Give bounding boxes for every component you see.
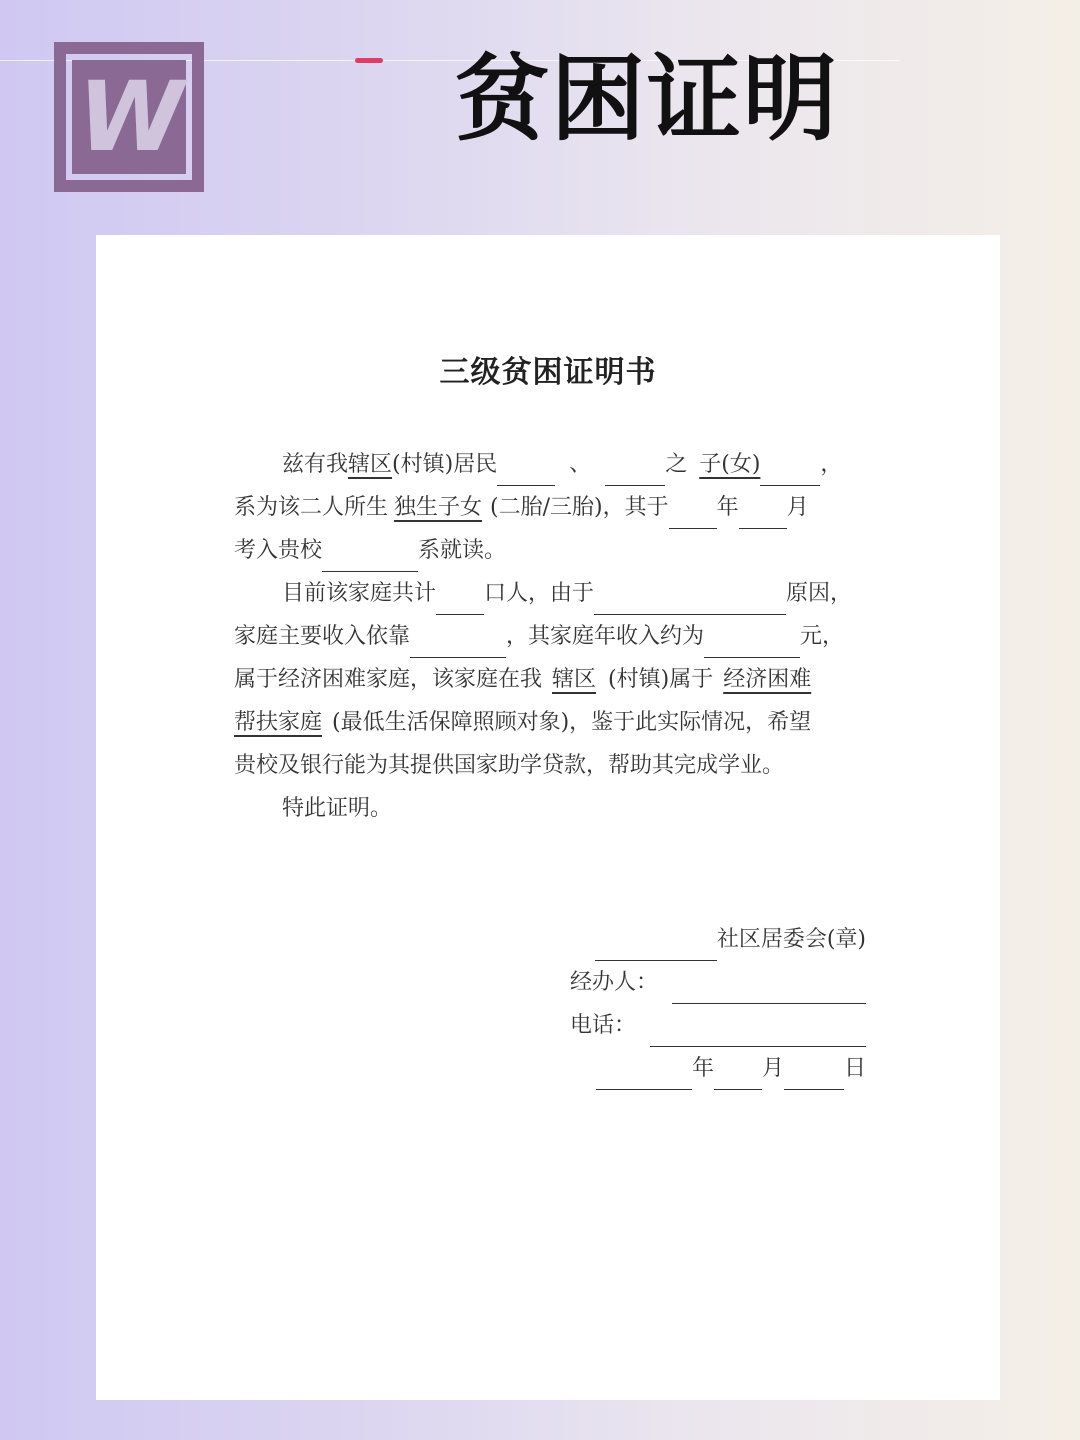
day-field [784,1061,844,1090]
handler-field [672,975,866,1004]
paragraph-2-line-1: 目前该家庭共计 口人，由于 原因， [234,572,864,615]
blank-field [594,586,786,615]
underlined-field: 辖区 [348,452,393,477]
word-logo-icon [54,42,204,192]
blank-field [595,932,717,961]
paragraph-2-line-4: 帮扶家庭 (最低生活保障照顾对象)，鉴于此实际情况，希望 [234,710,812,735]
blank-field [704,629,800,658]
signature-block [570,918,866,1090]
document-page [96,235,1000,1400]
underlined-field: 辖区 [552,667,597,692]
paragraph-1-line-3: 考入贵校 系就读。 [234,529,864,572]
decorative-accent [355,58,383,63]
underlined-field: 独生子女 [394,495,483,520]
phone-field [650,1018,866,1047]
paragraph-1-line-1: 兹有我辖区(村镇)居民 、 之 子(女) ， [234,443,864,486]
paragraph-2-line-3: 属于经济困难家庭，该家庭在我 辖区 (村镇)属于 经济困难 [234,667,812,692]
underlined-field: 经济困难 [723,667,812,692]
blank-field [322,543,418,572]
month-field [714,1061,762,1090]
blank-field [436,586,484,615]
handler-row: 经办人： [570,961,866,1004]
paragraph-2-line-2: 家庭主要收入依靠 ，其家庭年收入约为 元， [234,615,864,658]
document-title: 三级贫困证明书 [439,355,657,390]
logo-letter: W [78,61,180,173]
underlined-field: 子(女) [699,452,761,477]
underlined-field: 帮扶家庭 [234,710,323,735]
blank-field [605,457,665,486]
phone-row: 电话： [570,1004,866,1047]
document-body [234,443,864,830]
date-row: 年 月 日 [570,1047,866,1090]
blank-field [497,457,555,486]
blank-field [760,457,820,486]
blank-field [669,500,717,529]
blank-field [739,500,787,529]
committee-seal-row: 社区居委会(章) [570,918,866,961]
paragraph-3: 特此证明。 [282,796,393,821]
paragraph-2-line-5: 贵校及银行能为其提供国家助学贷款，帮助其完成学业。 [234,753,785,778]
blank-field [410,629,506,658]
banner-title: 贫困证明 [455,45,840,154]
year-field [596,1061,692,1090]
paragraph-1-line-2: 系为该二人所生 独生子女 (二胎/三胎)，其于 年 月 [234,486,864,529]
